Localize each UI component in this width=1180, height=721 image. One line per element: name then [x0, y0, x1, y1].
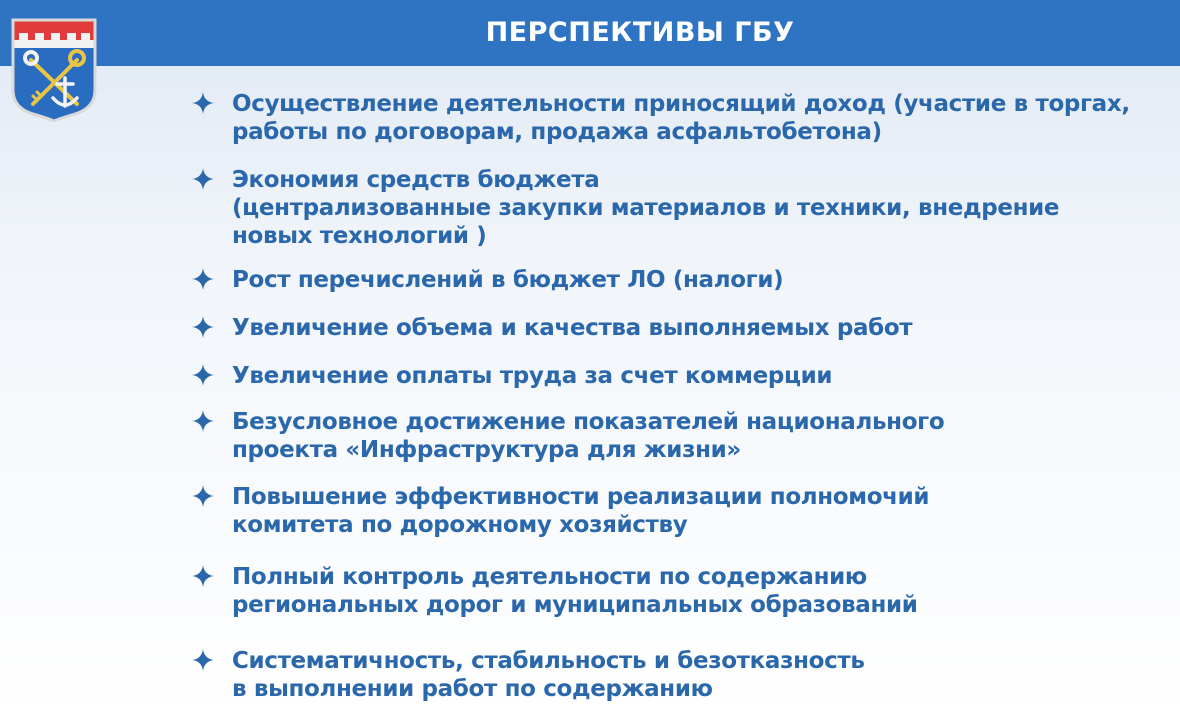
four-point-star-icon — [192, 485, 214, 507]
list-item-line: Безусловное достижение показателей национального — [232, 409, 945, 435]
list-item-line: региональных дорог и муниципальных образований — [232, 592, 918, 618]
list-item-line: Экономия средств бюджета — [232, 167, 600, 193]
four-point-star-icon — [192, 649, 214, 671]
four-point-star-icon — [192, 268, 214, 290]
list-item-line: комитета по дорожному хозяйству — [232, 512, 688, 538]
coat-of-arms-icon — [11, 18, 97, 122]
page-title: ПЕРСПЕКТИВЫ ГБУ — [485, 17, 795, 48]
list-item-line: работы по договорам, продажа асфальтобетона) — [232, 119, 882, 145]
list-item-text — [232, 483, 1167, 539]
four-point-star-icon — [192, 92, 214, 114]
four-point-star-icon — [192, 364, 214, 386]
list-item-line: Увеличение объема и качества выполняемых работ — [232, 315, 913, 341]
list-item-text — [232, 266, 1167, 294]
list-item-text — [232, 647, 1167, 703]
list-item-line: Повышение эффективности реализации полномочий — [232, 484, 930, 510]
list-item-line: новых технологий ) — [232, 223, 487, 249]
four-point-star-icon — [192, 168, 214, 190]
four-point-star-icon — [192, 316, 214, 338]
list-item-line: Полный контроль деятельности по содержанию — [232, 564, 867, 590]
list-item-line: (централизованные закупки материалов и техники, внедрение — [232, 195, 1060, 221]
list-item-text — [232, 90, 1167, 146]
list-item-text — [232, 362, 1167, 390]
list-item-line: проекта «Инфраструктура для жизни» — [232, 437, 741, 463]
four-point-star-icon — [192, 410, 214, 432]
list-item-text — [232, 563, 1167, 619]
list-item-line: в выполнении работ по содержанию — [232, 676, 713, 702]
list-item-line: Увеличение оплаты труда за счет коммерции — [232, 363, 833, 389]
list-item-line: Осуществление деятельности приносящий доход (участие в торгах, — [232, 91, 1130, 117]
list-item-text — [232, 314, 1167, 342]
four-point-star-icon — [192, 565, 214, 587]
list-item-line: Систематичность, стабильность и безотказность — [232, 648, 865, 674]
list-item-text — [232, 408, 1167, 464]
list-item-text — [232, 166, 1167, 250]
list-item-line: Рост перечислений в бюджет ЛО (налоги) — [232, 267, 784, 293]
header-bar — [0, 0, 1180, 66]
